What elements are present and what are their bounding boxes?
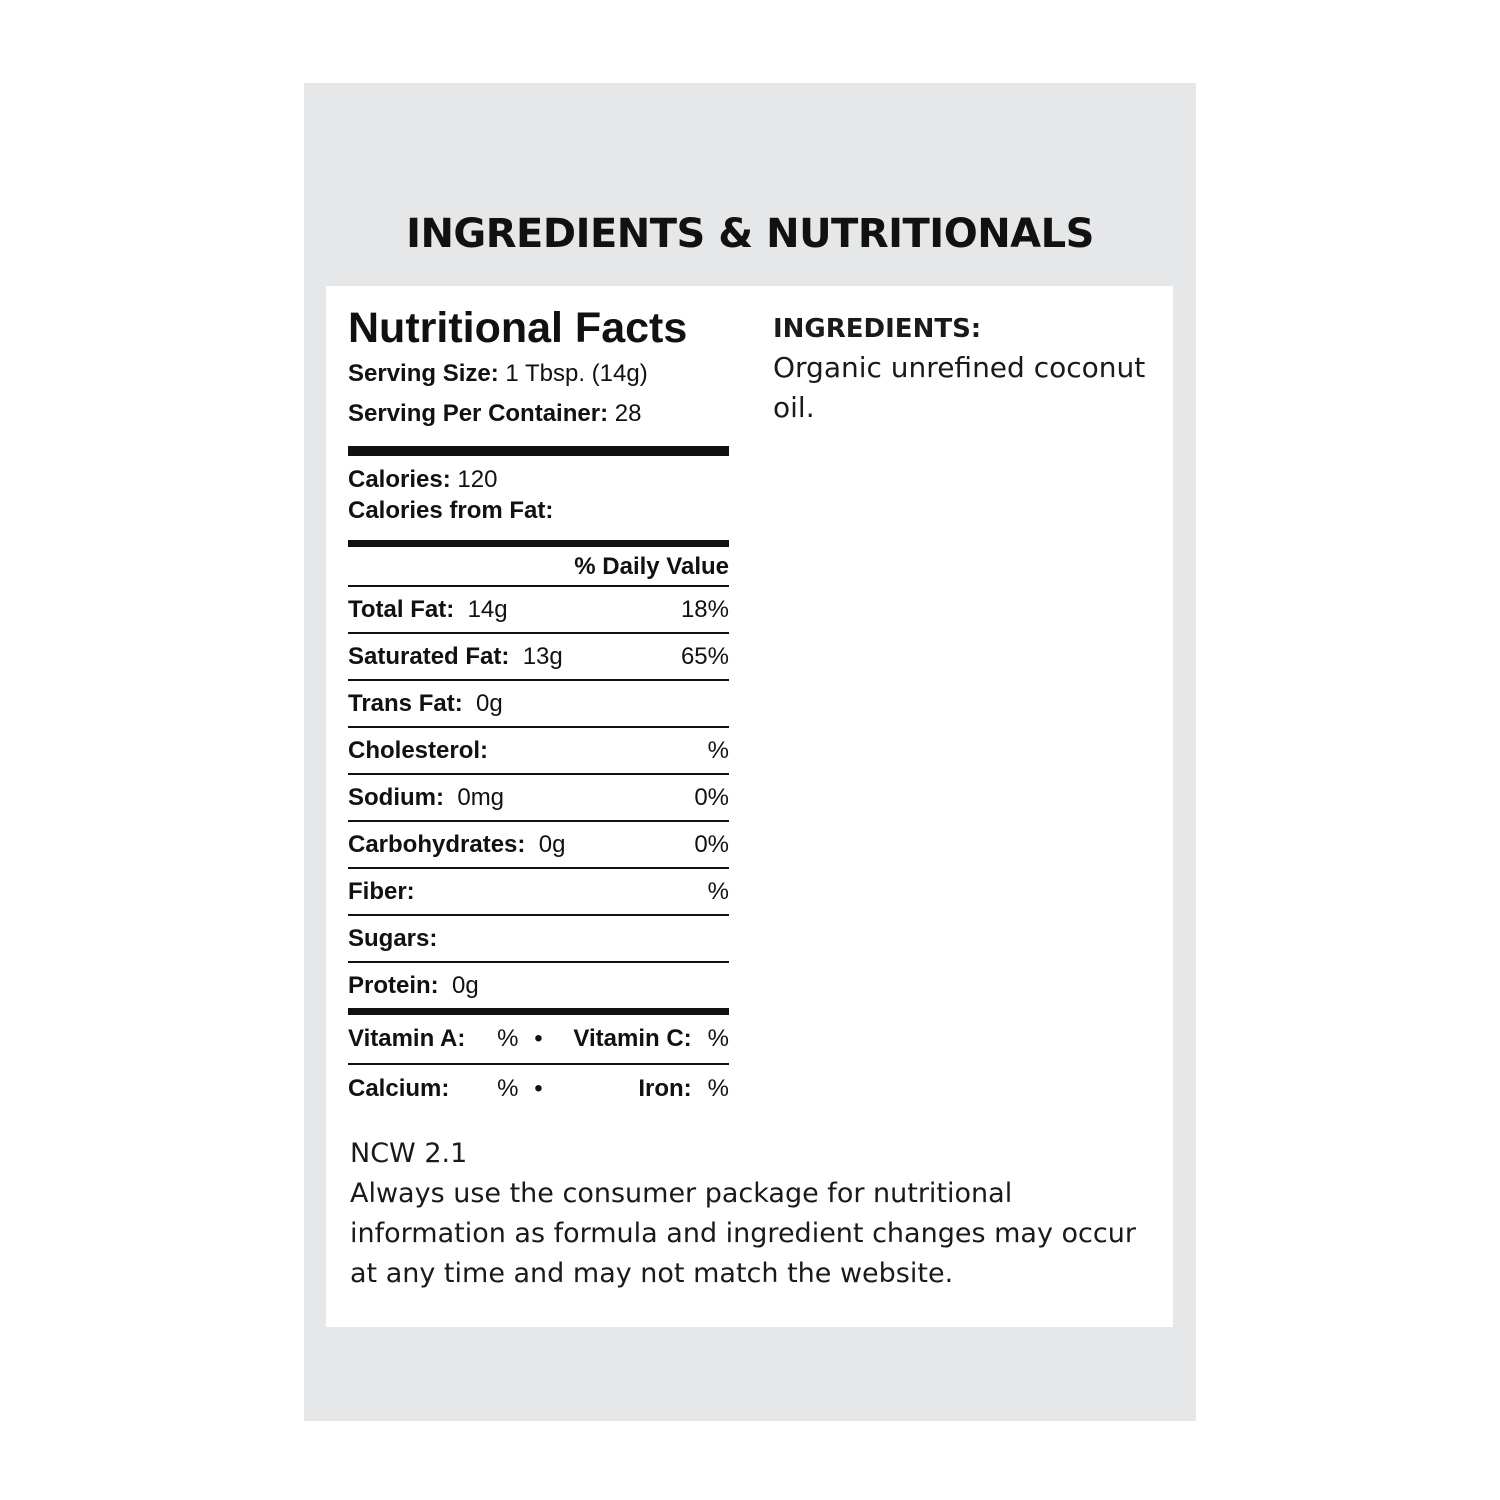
nutrient-label-group <box>348 878 428 906</box>
vitamin-right <box>559 1025 730 1053</box>
ingredients-text: Organic unrefined coconut oil. <box>773 351 1146 424</box>
bullet-separator: • <box>534 1075 543 1102</box>
serving-size <box>348 354 729 394</box>
bullet-separator: • <box>534 1025 543 1052</box>
divider-thick <box>348 446 729 456</box>
nutrient-label-group <box>348 784 504 812</box>
nutrient-label-group <box>348 925 451 953</box>
nutrient-label: Sugars: <box>348 924 438 952</box>
calories-line <box>348 464 729 495</box>
nutrient-label-group <box>348 596 508 624</box>
page-title: INGREDIENTS & NUTRITIONALS <box>406 211 1094 257</box>
ingredients-section <box>773 310 1153 428</box>
vitamin-left-label: Calcium: <box>348 1075 450 1102</box>
calories-from-fat <box>348 495 729 526</box>
serving-size-value: 1 Tbsp. (14g) <box>505 360 648 387</box>
calories-fat-label: Calories from Fat: <box>348 497 554 524</box>
nutrition-title: Nutritional Facts <box>348 304 688 352</box>
servings-value: 28 <box>614 400 642 427</box>
nutrient-label: Trans Fat: <box>348 689 463 717</box>
vitamin-left-value: % <box>497 1075 519 1102</box>
calories-value: 120 <box>457 466 498 493</box>
vitamin-right-label: Iron: <box>638 1075 692 1102</box>
nutrient-label: Fiber: <box>348 877 415 905</box>
divider-thick <box>348 1008 729 1015</box>
vitamin-left <box>348 1025 519 1053</box>
nutrient-percent: 0% <box>694 783 729 811</box>
divider-thick <box>348 540 729 547</box>
nutrient-amount: 0mg <box>457 783 505 811</box>
nutrient-row <box>348 728 729 775</box>
vitamin-right <box>559 1075 730 1103</box>
nutrient-label-group <box>348 643 563 671</box>
nutrient-row <box>348 775 729 822</box>
nutrient-row <box>348 587 729 634</box>
nutrient-label-group <box>348 831 565 859</box>
daily-value-header: % Daily Value <box>574 553 729 580</box>
nutrient-label: Total Fat: <box>348 595 455 623</box>
nutrient-label: Saturated Fat: <box>348 642 510 670</box>
nutrient-label: Sodium: <box>348 783 444 811</box>
vitamin-row <box>348 1015 729 1063</box>
vitamin-left <box>348 1075 519 1103</box>
nutrient-amount: 0g <box>538 830 566 858</box>
nutrient-percent: % <box>707 736 729 764</box>
vitamin-left-value: % <box>497 1025 519 1052</box>
nutrient-label-group <box>348 737 501 765</box>
nutrient-amount: 14g <box>467 595 508 623</box>
vitamin-right-label: Vitamin C: <box>573 1025 692 1052</box>
nutrient-row <box>348 822 729 869</box>
nutrient-amount: 0g <box>452 971 479 999</box>
nutrition-facts-panel <box>348 304 729 1113</box>
nutrient-row <box>348 681 729 728</box>
vitamin-row <box>348 1065 729 1113</box>
vitamin-right-value: % <box>707 1075 729 1102</box>
nutrient-row <box>348 916 729 963</box>
vitamin-right-value: % <box>707 1025 729 1052</box>
nutrient-rows <box>348 587 729 1008</box>
nutrient-row <box>348 634 729 681</box>
nutrient-label: Carbohydrates: <box>348 830 526 858</box>
servings-label: Serving Per Container: <box>348 400 609 427</box>
nutrient-amount: 0g <box>476 689 503 717</box>
nutrient-label: Cholesterol: <box>348 736 489 764</box>
nutrient-row <box>348 869 729 916</box>
calories-label: Calories: <box>348 466 451 493</box>
nutrient-percent: % <box>707 877 729 905</box>
vitamin-left-label: Vitamin A: <box>348 1025 466 1052</box>
nutrient-label: Protein: <box>348 971 439 999</box>
vitamin-rows <box>348 1015 729 1113</box>
nutrient-amount: 13g <box>522 642 563 670</box>
nutrient-percent: 18% <box>680 595 729 623</box>
ingredients-heading: INGREDIENTS: <box>773 314 982 344</box>
footer-note <box>350 1134 1150 1294</box>
nutrient-row <box>348 963 729 1008</box>
product-code: NCW 2.1 <box>350 1138 468 1169</box>
nutrient-label-group <box>348 972 479 1000</box>
nutrient-percent: 65% <box>680 642 729 670</box>
nutrient-label-group <box>348 690 503 718</box>
nutrient-percent: 0% <box>694 830 729 858</box>
serving-size-label: Serving Size: <box>348 360 499 387</box>
disclaimer-text: Always use the consumer package for nutritional information as formula and ingredient changes may occur at any time and may not match the website. <box>350 1178 1136 1289</box>
servings-per-container <box>348 394 729 434</box>
